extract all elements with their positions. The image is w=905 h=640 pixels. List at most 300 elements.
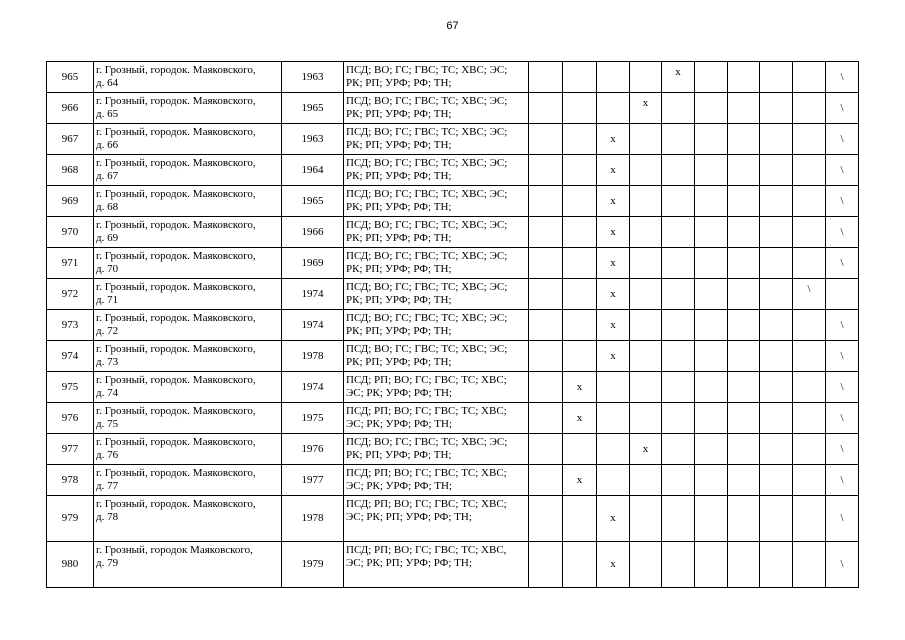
address-cell [94,310,282,341]
year-cell [282,124,344,155]
services-cell [344,248,529,279]
services-line-1: ПСД; ВО; ГС; ГВС; ТС; ХВС; ЭС; [346,64,508,76]
mark-cell [695,341,728,372]
mark-cell [662,372,695,403]
row-number: 971 [61,256,79,269]
table-row [47,217,859,248]
mark-cell [826,496,859,542]
address-line: г. Грозный, городок. Маяковского, [96,64,256,76]
services-cell [344,341,529,372]
house-number: д. 66 [96,139,119,151]
mark-cell [760,124,793,155]
build-year: 1963 [301,70,324,83]
build-year: 1969 [301,256,324,269]
mark-value: \ [840,318,844,331]
services-line-1: ПСД; РП; ВО; ГС; ГВС; ТС; ХВС; [346,405,507,417]
build-year: 1976 [301,442,324,455]
mark-cell [630,465,662,496]
mark-cell [662,279,695,310]
mark-cell [597,155,630,186]
services-line-1: ПСД; ВО; ГС; ГВС; ТС; ХВС; ЭС; [346,312,508,324]
table-row [47,124,859,155]
build-year: 1963 [301,132,324,145]
house-number: д. 75 [96,418,119,430]
mark-cell [630,93,662,124]
services-cell [344,542,529,588]
build-year: 1966 [301,225,324,238]
row-number-cell [47,434,94,465]
mark-cell [760,248,793,279]
mark-value: x [610,256,616,269]
mark-value: \ [840,194,844,207]
mark-cell [597,434,630,465]
build-year: 1978 [301,512,324,524]
house-number: д. 67 [96,170,119,182]
services-line-2: ЭС; РК; РП; УРФ; РФ; ТН; [346,511,472,523]
mark-cell [597,186,630,217]
services-line-1: ПСД; ВО; ГС; ГВС; ТС; ХВС; ЭС; [346,343,508,355]
year-cell [282,186,344,217]
services-line-1: ПСД; ВО; ГС; ГВС; ТС; ХВС; ЭС; [346,95,508,107]
address-cell [94,542,282,588]
mark-cell [563,465,597,496]
mark-cell [760,93,793,124]
mark-cell [728,372,760,403]
mark-cell [695,155,728,186]
mark-cell [760,155,793,186]
mark-value: x [576,411,583,424]
address-line: г. Грозный, городок. Маяковского, [96,188,256,200]
address-cell [94,217,282,248]
build-year: 1979 [301,558,324,570]
mark-cell [826,465,859,496]
mark-cell [630,217,662,248]
mark-value: \ [840,442,844,455]
services-cell [344,93,529,124]
services-cell [344,310,529,341]
mark-cell [826,186,859,217]
mark-cell [563,248,597,279]
mark-value: \ [840,101,844,114]
mark-cell [793,403,826,434]
row-number: 979 [61,512,79,524]
mark-cell [563,124,597,155]
address-cell [94,93,282,124]
row-number: 974 [61,349,79,362]
mark-cell [695,403,728,434]
mark-cell [529,93,563,124]
mark-cell [826,434,859,465]
mark-cell [826,542,859,588]
mark-value: \ [840,473,844,486]
mark-cell [760,186,793,217]
table-row [47,372,859,403]
table-row [47,403,859,434]
mark-cell [563,434,597,465]
mark-cell [563,542,597,588]
mark-cell [597,217,630,248]
address-line: г. Грозный, городок. Маяковского, [96,436,256,448]
mark-cell [728,217,760,248]
row-number: 970 [61,225,79,238]
row-number: 977 [61,442,79,455]
mark-cell [529,248,563,279]
mark-cell [695,62,728,93]
table-row [47,341,859,372]
mark-cell [695,186,728,217]
mark-cell [826,93,859,124]
mark-cell [563,217,597,248]
mark-cell [662,186,695,217]
row-number-cell [47,496,94,542]
row-number-cell [47,248,94,279]
services-cell [344,155,529,186]
mark-cell [662,542,695,588]
mark-cell [793,279,826,310]
mark-value: \ [840,225,844,238]
year-cell [282,465,344,496]
mark-cell [630,155,662,186]
services-cell [344,186,529,217]
mark-cell [563,341,597,372]
table-row [47,279,859,310]
mark-cell [563,155,597,186]
mark-cell [760,310,793,341]
mark-cell [630,496,662,542]
mark-cell [728,542,760,588]
row-number: 966 [61,101,79,114]
address-line: г. Грозный, городок. Маяковского, [96,498,256,510]
mark-cell [728,434,760,465]
year-cell [282,217,344,248]
row-number-cell [47,93,94,124]
mark-cell [662,341,695,372]
mark-value: \ [840,132,844,145]
address-cell [94,124,282,155]
mark-cell [662,155,695,186]
mark-cell [630,542,662,588]
mark-cell [630,403,662,434]
housing-table [46,61,859,588]
row-number: 969 [61,194,79,207]
services-line-1: ПСД; ВО; ГС; ГВС; ТС; ХВС; ЭС; [346,157,508,169]
row-number-cell [47,217,94,248]
services-line-1: ПСД; ВО; ГС; ГВС; ТС; ХВС; ЭС; [346,188,508,200]
address-line: г. Грозный, городок. Маяковского, [96,312,256,324]
mark-cell [630,62,662,93]
mark-cell [662,496,695,542]
address-cell [94,279,282,310]
mark-cell [563,403,597,434]
address-line: г. Грозный, городок. Маяковского, [96,467,256,479]
house-number: д. 78 [96,511,119,523]
mark-cell [529,217,563,248]
mark-cell [728,248,760,279]
house-number: д. 73 [96,356,119,368]
year-cell [282,434,344,465]
year-cell [282,310,344,341]
build-year: 1974 [301,287,324,300]
mark-cell [793,496,826,542]
mark-cell [826,341,859,372]
services-line-2: РК; РП; УРФ; РФ; ТН; [346,170,452,182]
mark-cell [728,62,760,93]
house-number: д. 68 [96,201,119,213]
mark-cell [597,124,630,155]
mark-cell [597,496,630,542]
address-cell [94,186,282,217]
services-cell [344,465,529,496]
mark-cell [563,62,597,93]
services-line-1: ПСД; ВО; ГС; ГВС; ТС; ХВС; ЭС; [346,250,508,262]
mark-value: x [610,558,616,570]
mark-cell [728,465,760,496]
services-line-1: ПСД; РП; ВО; ГС; ГВС; ТС; ХВС; [346,498,507,510]
mark-cell [728,341,760,372]
mark-value: \ [840,380,844,393]
row-number-cell [47,186,94,217]
mark-cell [630,372,662,403]
year-cell [282,248,344,279]
row-number-cell [47,542,94,588]
year-cell [282,279,344,310]
mark-cell [529,465,563,496]
row-number-cell [47,155,94,186]
mark-cell [826,248,859,279]
mark-cell [563,279,597,310]
mark-cell [662,465,695,496]
year-cell [282,372,344,403]
mark-cell [529,62,563,93]
mark-cell [662,62,695,93]
mark-cell [695,310,728,341]
mark-cell [760,341,793,372]
services-line-1: ПСД; ВО; ГС; ГВС; ТС; ХВС; ЭС; [346,436,508,448]
mark-value: x [642,442,649,455]
mark-cell [662,124,695,155]
mark-cell [728,496,760,542]
row-number: 973 [61,318,79,331]
mark-cell [695,279,728,310]
mark-cell [793,248,826,279]
house-number: д. 64 [96,77,119,89]
address-cell [94,434,282,465]
mark-cell [826,217,859,248]
house-number: д. 65 [96,108,119,120]
row-number: 980 [61,558,79,570]
build-year: 1965 [301,101,324,114]
mark-cell [662,310,695,341]
mark-cell [793,186,826,217]
services-line-1: ПСД; ВО; ГС; ГВС; ТС; ХВС; ЭС; [346,219,508,231]
mark-cell [597,310,630,341]
mark-cell [630,279,662,310]
mark-cell [793,217,826,248]
table-row [47,62,859,93]
row-number: 965 [61,70,79,83]
services-line-2: РК; РП; УРФ; РФ; ТН; [346,356,452,368]
address-line: г. Грозный, городок. Маяковского, [96,405,256,417]
mark-cell [760,217,793,248]
row-number-cell [47,310,94,341]
mark-cell [695,372,728,403]
mark-cell [826,372,859,403]
address-line: г. Грозный, городок. Маяковского, [96,95,256,107]
mark-cell [630,248,662,279]
build-year: 1965 [301,194,324,207]
mark-cell [695,93,728,124]
mark-cell [793,434,826,465]
house-number: д. 79 [96,557,119,569]
mark-cell [760,62,793,93]
services-line-1: ПСД; РП; ВО; ГС; ГВС; ТС; ХВС; [346,374,507,386]
address-cell [94,62,282,93]
year-cell [282,62,344,93]
mark-cell [793,93,826,124]
row-number: 975 [61,380,79,393]
table-row [47,186,859,217]
mark-cell [728,310,760,341]
address-line: г. Грозный, городок. Маяковского, [96,126,256,138]
mark-cell [826,124,859,155]
mark-cell [662,93,695,124]
address-line: г. Грозный, городок. Маяковского, [96,157,256,169]
mark-cell [597,62,630,93]
mark-cell [630,310,662,341]
mark-cell [597,465,630,496]
mark-cell [597,93,630,124]
house-number: д. 77 [96,480,119,492]
address-line: г. Грозный, городок. Маяковского, [96,219,256,231]
mark-value: x [675,66,681,78]
mark-cell [793,124,826,155]
mark-value: \ [840,411,844,424]
house-number: д. 71 [96,294,119,306]
mark-cell [529,542,563,588]
mark-value: x [610,512,616,524]
row-number: 968 [61,163,79,176]
services-line-2: РК; РП; УРФ; РФ; ТН; [346,294,452,306]
services-line-2: РК; РП; УРФ; РФ; ТН; [346,449,452,461]
build-year: 1974 [301,380,324,393]
mark-cell [728,186,760,217]
mark-cell [760,372,793,403]
mark-cell [662,217,695,248]
mark-cell [529,155,563,186]
table-row [47,155,859,186]
mark-cell [728,403,760,434]
mark-value: \ [840,163,844,176]
year-cell [282,155,344,186]
services-line-2: РК; РП; УРФ; РФ; ТН; [346,139,452,151]
year-cell [282,496,344,542]
mark-cell [563,186,597,217]
row-number: 976 [61,411,79,424]
mark-value: \ [840,558,844,570]
mark-cell [529,434,563,465]
mark-cell [826,403,859,434]
mark-value: x [610,287,616,300]
services-line-1: ПСД; РП; ВО; ГС; ГВС; ТС; ХВС; [346,467,507,479]
services-cell [344,496,529,542]
table-row [47,310,859,341]
row-number-cell [47,124,94,155]
mark-cell [662,434,695,465]
mark-cell [793,155,826,186]
mark-cell [760,434,793,465]
mark-cell [728,279,760,310]
house-number: д. 76 [96,449,119,461]
house-number: д. 70 [96,263,119,275]
year-cell [282,403,344,434]
table-row [47,542,859,588]
address-line: г. Грозный, городок. Маяковского, [96,281,256,293]
address-cell [94,341,282,372]
mark-cell [793,62,826,93]
row-number-cell [47,279,94,310]
mark-cell [597,372,630,403]
mark-cell [563,310,597,341]
year-cell [282,93,344,124]
mark-cell [695,124,728,155]
mark-value: \ [840,512,844,524]
row-number: 978 [61,473,79,486]
mark-value: x [576,380,583,393]
mark-value: x [610,318,616,331]
build-year: 1974 [301,318,324,331]
row-number: 967 [61,132,79,145]
row-number-cell [47,465,94,496]
services-cell [344,217,529,248]
year-cell [282,542,344,588]
table-row [47,248,859,279]
mark-cell [826,279,859,310]
year-cell [282,341,344,372]
services-line-2: РК; РП; УРФ; РФ; ТН; [346,232,452,244]
build-year: 1964 [301,163,324,176]
services-line-2: РК; РП; УРФ; РФ; ТН; [346,201,452,213]
mark-cell [529,341,563,372]
build-year: 1975 [301,411,324,424]
mark-cell [826,62,859,93]
mark-cell [728,124,760,155]
mark-cell [793,341,826,372]
services-line-1: ПСД; ВО; ГС; ГВС; ТС; ХВС; ЭС; [346,281,508,293]
services-line-2: РК; РП; УРФ; РФ; ТН; [346,77,452,89]
page-number: 67 [446,20,459,32]
mark-cell [529,124,563,155]
build-year: 1978 [301,349,324,362]
mark-cell [529,186,563,217]
address-line: г. Грозный, городок. Маяковского, [96,250,256,262]
mark-value: x [642,97,649,109]
services-line-2: РК; РП; УРФ; РФ; ТН; [346,108,452,120]
mark-cell [695,217,728,248]
table-row [47,434,859,465]
row-number-cell [47,403,94,434]
mark-cell [760,465,793,496]
row-number-cell [47,62,94,93]
house-number: д. 72 [96,325,119,337]
services-line-2: РК; РП; УРФ; РФ; ТН; [346,263,452,275]
services-line-2: ЭС; РК; УРФ; РФ; ТН; [346,480,453,492]
mark-cell [563,93,597,124]
address-cell [94,372,282,403]
mark-cell [597,279,630,310]
house-number: д. 74 [96,387,119,399]
address-line: г. Грозный, городок Маяковского, [96,544,253,556]
mark-cell [793,465,826,496]
